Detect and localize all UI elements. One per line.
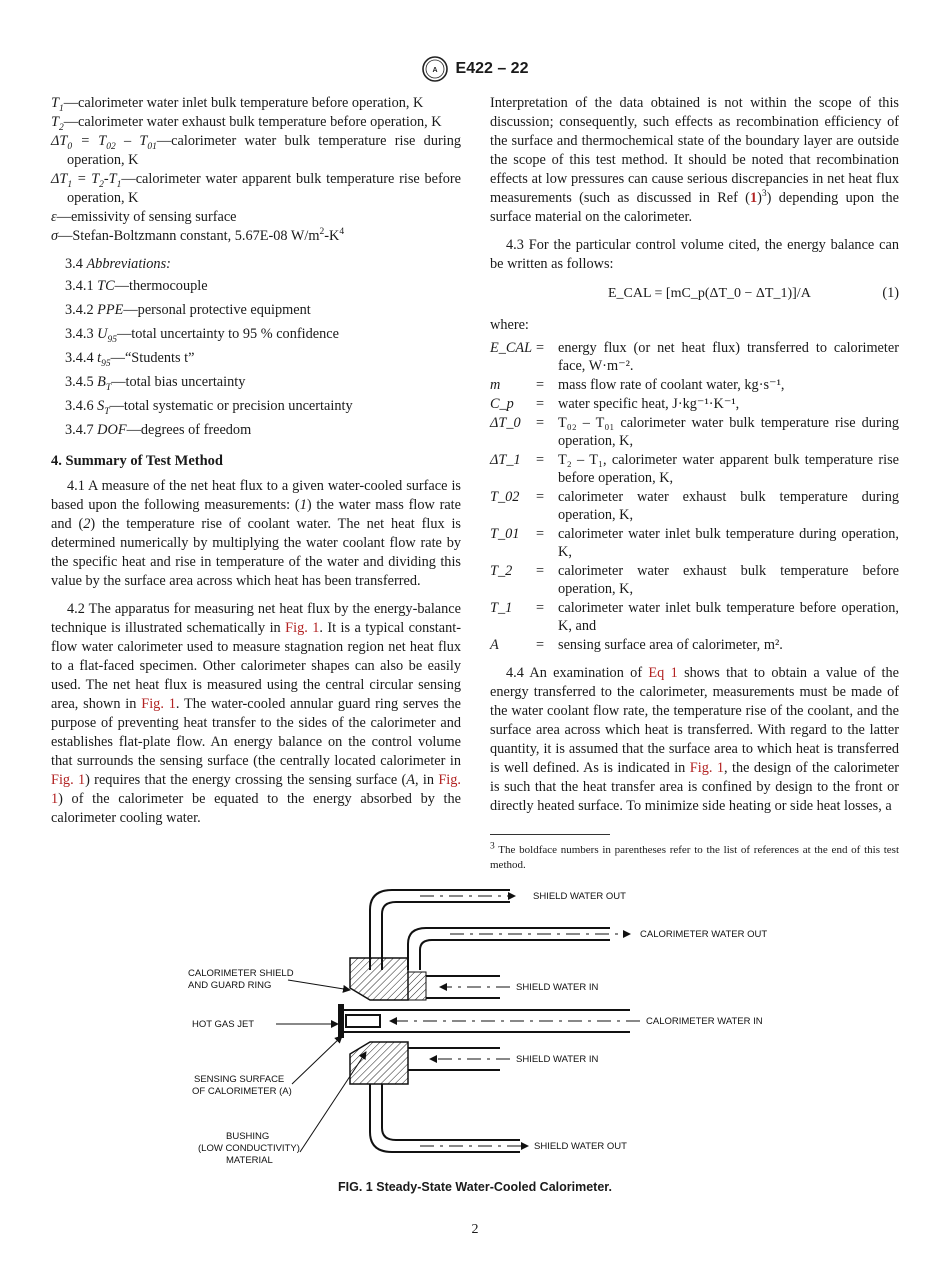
label-shield-ring: CALORIMETER SHIELD [188,968,294,979]
symbol-definition: energy flux (or net heat flux) transferred to calorimeter face, W·m⁻². [558,340,899,374]
label-hot-gas-jet: HOT GAS JET [192,1019,255,1030]
figure-link[interactable]: Fig. 1 [51,772,86,788]
reference-link[interactable]: 1 [749,190,758,206]
abbreviations-heading: 3.4 Abbreviations: [65,256,171,272]
abbreviation-item: 3.4.4 $t_{95}—“Students$ t” [65,350,195,369]
nomenclature-item: $\Delta T_1$ = $T_2-T_1—calorimeter$ water apparent bulk temperature rise before operation, K [51,171,461,206]
page-number: 2 [471,1222,479,1237]
symbol-definition: calorimeter water exhaust bulk temperature before operation, K, [558,563,899,597]
standard-designation: E422 – 22 [455,60,529,77]
nomenclature-item: $\Delta T_0 = T_{02}$ – $T_{01}—calorimeter$ water bulk temperature rise during operation, K [51,133,461,168]
footnote-divider [490,834,610,835]
figure-link[interactable]: Fig. 1 [51,772,462,807]
footnote: $^3$ The boldface numbers in parentheses refer to the list of references at the end of this test method. [490,841,899,871]
label-shield-water-in-top: SHIELD WATER IN [516,982,599,993]
page-header [0,56,950,84]
shield-out-bottom-pipe [370,1084,520,1152]
symbol: T_1 [490,600,513,616]
symbol-definition: calorimeter water inlet bulk temperature during operation, K, [558,526,899,560]
label-calorimeter-water-out: CALORIMETER WATER OUT [640,929,768,940]
abbreviation-item: 3.4.5 $B_T—total$ bias uncertainty [65,374,246,393]
figure-link[interactable]: Fig. 1 [141,696,176,712]
label-shield-water-in-bottom: SHIELD WATER IN [516,1054,599,1065]
symbol-definition: calorimeter water inlet bulk temperature before operation, K, and [558,600,899,634]
symbol-definition: calorimeter water exhaust bulk temperature during operation, K, [558,489,899,523]
svg-text:A: A [431,67,438,74]
abbreviation-item: 3.4.6 $S_T—total$ systematic or precision uncertainty [65,398,353,417]
label-calorimeter-water-in: CALORIMETER WATER IN [646,1016,763,1027]
symbol-definitions: E_CAL = energy flux (or net heat flux) transferred to calorimeter face, W·m⁻². m = mass flow rate of coolant water, kg·s⁻¹, C_p = water specific heat, J·kg⁻¹·K⁻¹, ΔT_0 = T₀₂ – T₀₁ calorimeter water bulk temperature rise during operation, K, ΔT_1 = T₂ – T₁, calorimeter water apparent bulk temperature rise before operation, K, T_02 = calorimeter water exhaust bulk temperature during operation, K, T_01 = calorimeter water inlet bulk temperature during operation, K, T_2 = calorimeter water exhaust bulk temperature before operation, K, T_1 = calorimeter water inlet bulk temperature before operation, K, and A = sensing surface area of calorimeter, m². [490,340,899,653]
nomenclature-item: σ—Stefan-Boltzmann constant, 5.67E-08 $W/m^2-K^4$ [51,227,345,244]
abbreviations-section [51,255,461,442]
label-bushing: (LOW CONDUCTIVITY) [198,1143,300,1154]
equation-1 [490,280,899,310]
symbol-definition: mass flow rate of coolant water, kg·s⁻¹, [558,377,785,393]
equation-expression: E_CAL = [mC_p(ΔT_0 − ΔT_1)]/A [608,286,811,301]
nomenclature-list [51,94,461,246]
label-shield-water-out-bottom: SHIELD WATER OUT [534,1141,627,1152]
abbreviation-item: 3.4.2 PPE—personal protective equipment [65,302,311,318]
symbol-definition: T₂ – T₁, calorimeter water apparent bulk temperature rise before operation, K, [558,452,899,486]
symbol-definition: T₀₂ – T₀₁ calorimeter water bulk temperature rise during operation, K, [558,415,899,449]
nomenclature-item: $T_2—calorimeter$ water exhaust bulk temperature before operation, K [51,114,442,133]
symbol: ΔT_1 [490,452,521,468]
symbol: T_01 [490,526,520,542]
section-heading: 4. Summary of Test Method [51,453,223,469]
astm-logo-icon [422,56,448,82]
figure-caption: FIG. 1 Steady-State Water-Cooled Calorimeter. [338,1180,612,1194]
symbol: ΔT_0 [490,415,521,431]
symbol: C_p [490,396,514,412]
where-label: where: [490,317,529,333]
shield-ring-top [350,958,408,1000]
figure-link[interactable]: Fig. 1 [285,620,320,636]
nomenclature-item: ε—emissivity of sensing surface [51,209,237,225]
paragraph-interpretation: Interpretation of the data obtained is not within the scope of this discussion; consequently, such effects as recombination efficiency of the surface and thermochemical state of the boundary layer are outside the scope of this test method. It should be noted that recombination effects at low pressures can cause serious discrepancies in net heat flux measurements (such as discussed in Ref $(1)^3$) depending upon the surface material on the calorimeter. [490,95,899,225]
abbreviation-item: 3.4.3 $U_{95}—total$ uncertainty to 95 % confidence [65,326,339,345]
symbol: A [490,637,499,653]
right-column [490,94,899,873]
paragraph-4-1: 4.1 A measure of the net heat flux to a given water-cooled surface is based upon the following measurements: (1) the water mass flow rate and (2) the temperature rise of coolant water. The net heat flux is determined numerically by multiplying the water coolant flow rate by the specific heat and rise in temperature of the water and dividing this value by the surface area across which heat has been transferred. [51,478,462,589]
equation-number: (1) [882,285,899,301]
paragraph-4-2: 4.2 The apparatus for measuring net heat flux by the energy-balance technique is illustrated schematically in Fig. 1. It is a typical constant-flow water calorimeter used to measure stagnation region net heat flux to a flat-faced specimen. Other calorimeter shapes can also be easily used. The net heat flux is measured using the central circular sensing area, shown in Fig. 1. The water-cooled annular guard ring serves the purpose of preventing heat transfer to the sides of the calorimeter and establishes flat-plate flow. An energy balance on the control volume that surrounds the sensing surface (the centrally located calorimeter in Fig. 1) requires that the energy crossing the sensing surface (A, in Fig. 1) of the calorimeter be equated to the energy absorbed by the calorimeter cooling water. [51,601,462,826]
calorimeter-diagram [170,870,810,1180]
figure-link[interactable]: Fig. 1 [689,760,724,776]
abbreviation-item: 3.4.7 DOF—degrees of freedom [65,422,252,438]
paragraph-4-3: 4.3 For the particular control volume cited, the energy balance can be written as follows: [490,237,899,272]
nomenclature-item: $T_1—calorimeter$ water inlet bulk temperature before operation, K [51,95,424,114]
symbol-definition: water specific heat, J·kg⁻¹·K⁻¹, [558,396,740,412]
left-column [51,94,461,828]
symbol: T_2 [490,563,513,579]
label-shield-water-out-top: SHIELD WATER OUT [533,891,626,902]
symbol: E_CAL [490,340,533,356]
symbol: m [490,377,501,393]
abbreviation-item: 3.4.1 TC—thermocouple [65,278,208,294]
label-sensing-surface: OF CALORIMETER (A) [192,1086,292,1097]
equation-link[interactable]: Eq 1 [648,665,678,681]
symbol: T_02 [490,489,520,505]
paragraph-4-4: 4.4 An examination of Eq 1 shows that to obtain a value of the energy transferred to the calorimeter, measurements must be made of the water coolant flow rate, the temperature rise of the coolant, and the surface area across which heat is transferred. With regard to the latter quantity, it is assumed that the surface area to which heat is transferred is well defined. As is indicated in Fig. 1, the design of the calorimeter is such that the heat transfer area is confined by design to the front or directly heated surface. To minimize side heating or side heat losses, a [490,665,900,814]
label-bushing: MATERIAL [226,1155,273,1166]
label-sensing-surface: SENSING SURFACE [194,1074,285,1085]
label-bushing: BUSHING [226,1131,270,1142]
label-shield-ring: AND GUARD RING [188,980,272,991]
symbol-definition: sensing surface area of calorimeter, m². [558,637,783,653]
